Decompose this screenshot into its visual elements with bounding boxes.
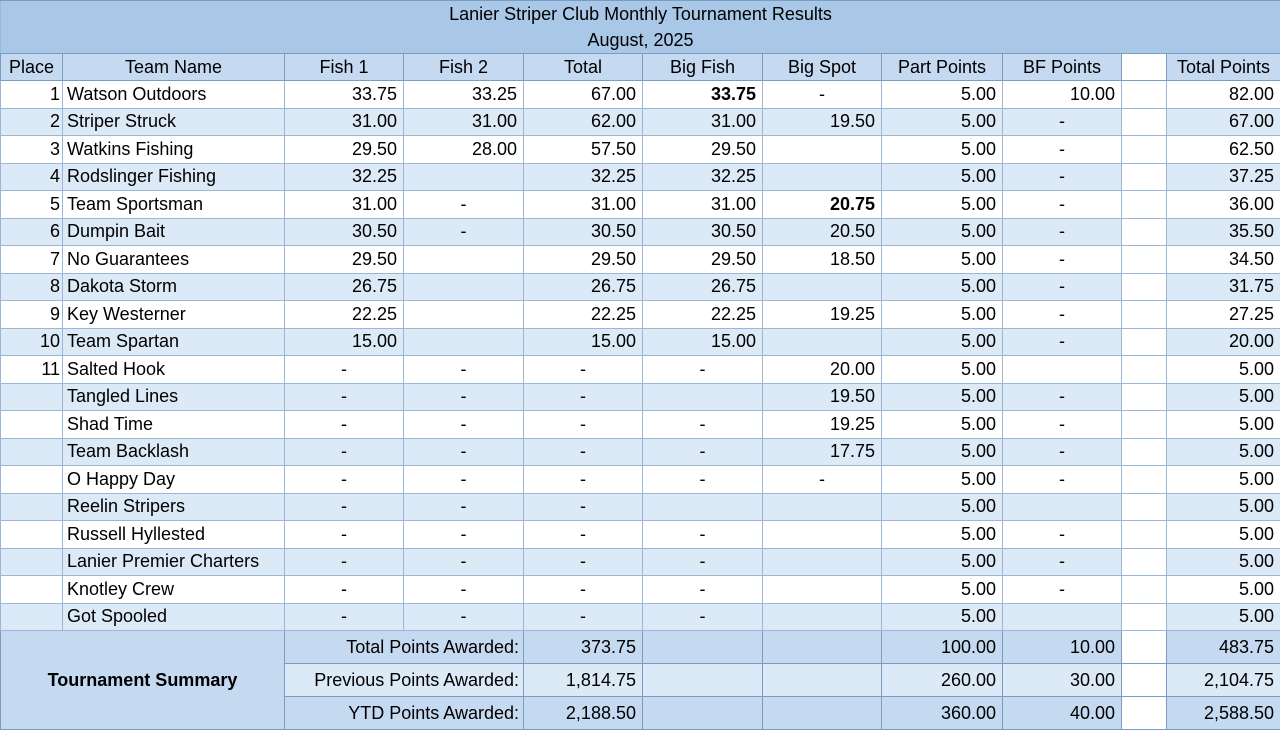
cell-fish-2: - [404, 411, 524, 439]
cell-big-fish: 22.25 [643, 301, 763, 329]
cell-team-name: Got Spooled [63, 603, 285, 631]
cell-total: - [524, 438, 643, 466]
cell-part-points: 5.00 [882, 493, 1003, 521]
cell-fish-1: 30.50 [285, 218, 404, 246]
cell-bf-points: - [1003, 163, 1122, 191]
cell-total-points: 5.00 [1167, 576, 1280, 604]
cell-total: - [524, 603, 643, 631]
summary-empty [763, 631, 882, 664]
cell-team-name: Team Sportsman [63, 191, 285, 219]
cell-blank [1122, 218, 1167, 246]
cell-bf-points: - [1003, 191, 1122, 219]
cell-team-name: Tangled Lines [63, 383, 285, 411]
summary-total: 373.75 [524, 631, 643, 664]
cell-fish-1: - [285, 493, 404, 521]
cell-bf-points: - [1003, 411, 1122, 439]
summary-total: 1,814.75 [524, 664, 643, 697]
cell-big-spot [763, 163, 882, 191]
table-row [1, 438, 1280, 466]
cell-big-fish: - [643, 438, 763, 466]
cell-place [1, 576, 63, 604]
cell-total: 62.00 [524, 108, 643, 136]
cell-fish-2: - [404, 521, 524, 549]
cell-total: 30.50 [524, 218, 643, 246]
cell-total-points: 5.00 [1167, 356, 1280, 384]
cell-fish-2: - [404, 576, 524, 604]
cell-total-points: 5.00 [1167, 548, 1280, 576]
cell-fish-1: - [285, 576, 404, 604]
cell-team-name: Rodslinger Fishing [63, 163, 285, 191]
cell-total-points: 5.00 [1167, 603, 1280, 631]
cell-place: 7 [1, 246, 63, 274]
cell-bf-points: - [1003, 136, 1122, 164]
summary-part-points: 260.00 [882, 664, 1003, 697]
summary-blank [1122, 631, 1167, 664]
cell-fish-2: - [404, 548, 524, 576]
cell-blank [1122, 136, 1167, 164]
cell-blank [1122, 301, 1167, 329]
cell-big-spot [763, 273, 882, 301]
cell-bf-points: - [1003, 548, 1122, 576]
cell-total-points: 62.50 [1167, 136, 1280, 164]
cell-big-fish: 30.50 [643, 218, 763, 246]
cell-place: 8 [1, 273, 63, 301]
cell-bf-points: - [1003, 273, 1122, 301]
table-row [1, 466, 1280, 494]
header-total: Total [524, 54, 643, 81]
cell-bf-points [1003, 603, 1122, 631]
cell-place [1, 466, 63, 494]
cell-total-points: 35.50 [1167, 218, 1280, 246]
cell-team-name: Knotley Crew [63, 576, 285, 604]
summary-blank [1122, 664, 1167, 697]
cell-fish-2 [404, 301, 524, 329]
cell-team-name: Reelin Stripers [63, 493, 285, 521]
table-row [1, 246, 1280, 274]
cell-big-fish: 26.75 [643, 273, 763, 301]
cell-fish-2: - [404, 603, 524, 631]
cell-total-points: 5.00 [1167, 493, 1280, 521]
cell-team-name: Shad Time [63, 411, 285, 439]
table-title: Lanier Striper Club Monthly Tournament Results [1, 1, 1280, 28]
cell-total-points: 67.00 [1167, 108, 1280, 136]
cell-bf-points: - [1003, 438, 1122, 466]
cell-fish-2: 31.00 [404, 108, 524, 136]
table-row [1, 301, 1280, 329]
summary-part-points: 100.00 [882, 631, 1003, 664]
cell-total-points: 36.00 [1167, 191, 1280, 219]
cell-total-points: 37.25 [1167, 163, 1280, 191]
cell-fish-1: 31.00 [285, 108, 404, 136]
cell-bf-points [1003, 356, 1122, 384]
header-fish-1: Fish 1 [285, 54, 404, 81]
cell-blank [1122, 328, 1167, 356]
cell-fish-2: - [404, 438, 524, 466]
cell-big-fish [643, 383, 763, 411]
cell-fish-1: - [285, 603, 404, 631]
cell-team-name: O Happy Day [63, 466, 285, 494]
cell-big-fish: - [643, 411, 763, 439]
table-row [1, 576, 1280, 604]
header-part-points: Part Points [882, 54, 1003, 81]
cell-fish-2: - [404, 383, 524, 411]
cell-fish-2 [404, 273, 524, 301]
cell-total: 32.25 [524, 163, 643, 191]
cell-fish-1: 29.50 [285, 246, 404, 274]
cell-team-name: Team Spartan [63, 328, 285, 356]
cell-big-fish: 31.00 [643, 108, 763, 136]
cell-big-spot: 20.75 [763, 191, 882, 219]
header-blank [1122, 54, 1167, 81]
header-team-name: Team Name [63, 54, 285, 81]
cell-part-points: 5.00 [882, 521, 1003, 549]
cell-big-spot [763, 576, 882, 604]
cell-big-fish: - [643, 548, 763, 576]
cell-blank [1122, 191, 1167, 219]
cell-part-points: 5.00 [882, 246, 1003, 274]
cell-team-name: Dakota Storm [63, 273, 285, 301]
cell-total: - [524, 411, 643, 439]
cell-place [1, 521, 63, 549]
table-row [1, 521, 1280, 549]
cell-total: - [524, 521, 643, 549]
cell-big-fish [643, 493, 763, 521]
cell-bf-points: - [1003, 246, 1122, 274]
cell-big-spot: 17.75 [763, 438, 882, 466]
cell-fish-1: 32.25 [285, 163, 404, 191]
summary-bf-points: 10.00 [1003, 631, 1122, 664]
summary-total-points: 483.75 [1167, 631, 1280, 664]
cell-blank [1122, 273, 1167, 301]
cell-total-points: 27.25 [1167, 301, 1280, 329]
cell-fish-1: - [285, 548, 404, 576]
cell-fish-2: - [404, 356, 524, 384]
cell-place: 9 [1, 301, 63, 329]
cell-bf-points: - [1003, 576, 1122, 604]
cell-fish-2: - [404, 191, 524, 219]
cell-fish-1: - [285, 383, 404, 411]
summary-empty [643, 631, 763, 664]
cell-big-spot: - [763, 81, 882, 109]
summary-bf-points: 40.00 [1003, 697, 1122, 730]
cell-blank [1122, 411, 1167, 439]
cell-fish-2: - [404, 466, 524, 494]
header-place: Place [1, 54, 63, 81]
cell-fish-2: 28.00 [404, 136, 524, 164]
cell-place: 2 [1, 108, 63, 136]
cell-team-name: Watson Outdoors [63, 81, 285, 109]
table-row [1, 191, 1280, 219]
cell-big-spot: 19.50 [763, 383, 882, 411]
cell-blank [1122, 438, 1167, 466]
cell-total-points: 20.00 [1167, 328, 1280, 356]
table-row [1, 163, 1280, 191]
cell-big-spot [763, 548, 882, 576]
cell-big-fish: 32.25 [643, 163, 763, 191]
cell-big-fish: 29.50 [643, 136, 763, 164]
cell-bf-points: - [1003, 328, 1122, 356]
cell-blank [1122, 548, 1167, 576]
cell-blank [1122, 246, 1167, 274]
cell-big-spot: 20.00 [763, 356, 882, 384]
cell-blank [1122, 603, 1167, 631]
summary-bf-points: 30.00 [1003, 664, 1122, 697]
cell-part-points: 5.00 [882, 108, 1003, 136]
cell-blank [1122, 356, 1167, 384]
table-row [1, 411, 1280, 439]
cell-fish-1: 15.00 [285, 328, 404, 356]
cell-total: - [524, 548, 643, 576]
cell-total: - [524, 493, 643, 521]
cell-team-name: No Guarantees [63, 246, 285, 274]
cell-total: 26.75 [524, 273, 643, 301]
table-row [1, 383, 1280, 411]
summary-label: YTD Points Awarded: [285, 697, 524, 730]
cell-total: 15.00 [524, 328, 643, 356]
cell-total: 22.25 [524, 301, 643, 329]
cell-big-spot [763, 603, 882, 631]
cell-total-points: 5.00 [1167, 411, 1280, 439]
cell-bf-points: - [1003, 301, 1122, 329]
cell-part-points: 5.00 [882, 548, 1003, 576]
cell-total: - [524, 466, 643, 494]
cell-fish-1: - [285, 411, 404, 439]
cell-total: - [524, 383, 643, 411]
cell-total: 57.50 [524, 136, 643, 164]
cell-bf-points: - [1003, 108, 1122, 136]
cell-blank [1122, 521, 1167, 549]
cell-big-fish: 33.75 [643, 81, 763, 109]
cell-team-name: Lanier Premier Charters [63, 548, 285, 576]
cell-big-fish: - [643, 576, 763, 604]
cell-part-points: 5.00 [882, 576, 1003, 604]
cell-big-spot [763, 136, 882, 164]
cell-part-points: 5.00 [882, 466, 1003, 494]
cell-fish-1: 31.00 [285, 191, 404, 219]
cell-bf-points: 10.00 [1003, 81, 1122, 109]
summary-part-points: 360.00 [882, 697, 1003, 730]
summary-total-points: 2,588.50 [1167, 697, 1280, 730]
table-row [1, 328, 1280, 356]
cell-big-spot: 19.50 [763, 108, 882, 136]
cell-part-points: 5.00 [882, 328, 1003, 356]
summary-empty [763, 697, 882, 730]
table-row [1, 136, 1280, 164]
cell-fish-1: - [285, 466, 404, 494]
cell-part-points: 5.00 [882, 301, 1003, 329]
cell-team-name: Key Westerner [63, 301, 285, 329]
table-row [1, 273, 1280, 301]
cell-total-points: 34.50 [1167, 246, 1280, 274]
cell-place: 1 [1, 81, 63, 109]
cell-total: - [524, 576, 643, 604]
table-row [1, 81, 1280, 109]
cell-big-spot: 19.25 [763, 411, 882, 439]
cell-team-name: Dumpin Bait [63, 218, 285, 246]
cell-blank [1122, 163, 1167, 191]
cell-blank [1122, 383, 1167, 411]
cell-fish-2 [404, 163, 524, 191]
cell-part-points: 5.00 [882, 411, 1003, 439]
cell-place [1, 603, 63, 631]
cell-total-points: 31.75 [1167, 273, 1280, 301]
header-fish-2: Fish 2 [404, 54, 524, 81]
summary-label: Total Points Awarded: [285, 631, 524, 664]
cell-total: 31.00 [524, 191, 643, 219]
cell-team-name: Salted Hook [63, 356, 285, 384]
cell-fish-1: - [285, 521, 404, 549]
cell-part-points: 5.00 [882, 356, 1003, 384]
cell-team-name: Team Backlash [63, 438, 285, 466]
cell-part-points: 5.00 [882, 603, 1003, 631]
cell-total-points: 5.00 [1167, 383, 1280, 411]
cell-blank [1122, 81, 1167, 109]
cell-place [1, 548, 63, 576]
cell-big-fish: - [643, 356, 763, 384]
cell-place [1, 411, 63, 439]
summary-blank [1122, 697, 1167, 730]
cell-bf-points: - [1003, 466, 1122, 494]
cell-part-points: 5.00 [882, 273, 1003, 301]
header-bf-points: BF Points [1003, 54, 1122, 81]
cell-big-spot: - [763, 466, 882, 494]
cell-part-points: 5.00 [882, 81, 1003, 109]
cell-part-points: 5.00 [882, 438, 1003, 466]
header-total-points: Total Points [1167, 54, 1280, 81]
cell-total: 29.50 [524, 246, 643, 274]
cell-big-fish: - [643, 603, 763, 631]
cell-place [1, 493, 63, 521]
cell-big-spot [763, 328, 882, 356]
header-big-spot: Big Spot [763, 54, 882, 81]
cell-big-spot [763, 521, 882, 549]
cell-big-fish: - [643, 521, 763, 549]
cell-blank [1122, 576, 1167, 604]
cell-big-fish: 31.00 [643, 191, 763, 219]
cell-part-points: 5.00 [882, 383, 1003, 411]
cell-bf-points: - [1003, 218, 1122, 246]
table-row [1, 218, 1280, 246]
cell-fish-2 [404, 328, 524, 356]
cell-big-fish: - [643, 466, 763, 494]
cell-bf-points [1003, 493, 1122, 521]
cell-place: 5 [1, 191, 63, 219]
header-big-fish: Big Fish [643, 54, 763, 81]
cell-part-points: 5.00 [882, 163, 1003, 191]
cell-place [1, 438, 63, 466]
cell-fish-2: - [404, 218, 524, 246]
cell-total-points: 5.00 [1167, 438, 1280, 466]
cell-bf-points: - [1003, 521, 1122, 549]
cell-big-spot [763, 493, 882, 521]
cell-team-name: Watkins Fishing [63, 136, 285, 164]
summary-empty [643, 664, 763, 697]
cell-team-name: Russell Hyllested [63, 521, 285, 549]
cell-total-points: 82.00 [1167, 81, 1280, 109]
cell-big-fish: 29.50 [643, 246, 763, 274]
cell-fish-2 [404, 246, 524, 274]
cell-fish-2: 33.25 [404, 81, 524, 109]
cell-part-points: 5.00 [882, 136, 1003, 164]
header-row [1, 54, 1280, 81]
cell-place: 3 [1, 136, 63, 164]
summary-total: 2,188.50 [524, 697, 643, 730]
cell-fish-2: - [404, 493, 524, 521]
cell-blank [1122, 466, 1167, 494]
cell-big-spot: 18.50 [763, 246, 882, 274]
cell-part-points: 5.00 [882, 191, 1003, 219]
cell-blank [1122, 493, 1167, 521]
cell-blank [1122, 108, 1167, 136]
summary-empty [763, 664, 882, 697]
cell-total: - [524, 356, 643, 384]
cell-fish-1: 29.50 [285, 136, 404, 164]
cell-total: 67.00 [524, 81, 643, 109]
table-row [1, 356, 1280, 384]
cell-fish-1: 26.75 [285, 273, 404, 301]
cell-fish-1: 33.75 [285, 81, 404, 109]
cell-fish-1: - [285, 356, 404, 384]
table-row [1, 493, 1280, 521]
cell-total-points: 5.00 [1167, 466, 1280, 494]
cell-big-fish: 15.00 [643, 328, 763, 356]
summary-empty [643, 697, 763, 730]
cell-team-name: Striper Struck [63, 108, 285, 136]
table-row [1, 548, 1280, 576]
cell-place: 10 [1, 328, 63, 356]
cell-fish-1: 22.25 [285, 301, 404, 329]
tournament-summary-label: Tournament Summary [1, 631, 285, 730]
cell-place: 11 [1, 356, 63, 384]
cell-total-points: 5.00 [1167, 521, 1280, 549]
cell-part-points: 5.00 [882, 218, 1003, 246]
table-subtitle: August, 2025 [1, 27, 1280, 54]
summary-row [1, 631, 1280, 664]
table-row [1, 108, 1280, 136]
cell-place: 4 [1, 163, 63, 191]
cell-big-spot: 20.50 [763, 218, 882, 246]
summary-label: Previous Points Awarded: [285, 664, 524, 697]
cell-fish-1: - [285, 438, 404, 466]
table-row [1, 603, 1280, 631]
cell-bf-points: - [1003, 383, 1122, 411]
cell-big-spot: 19.25 [763, 301, 882, 329]
cell-place [1, 383, 63, 411]
cell-place: 6 [1, 218, 63, 246]
summary-total-points: 2,104.75 [1167, 664, 1280, 697]
